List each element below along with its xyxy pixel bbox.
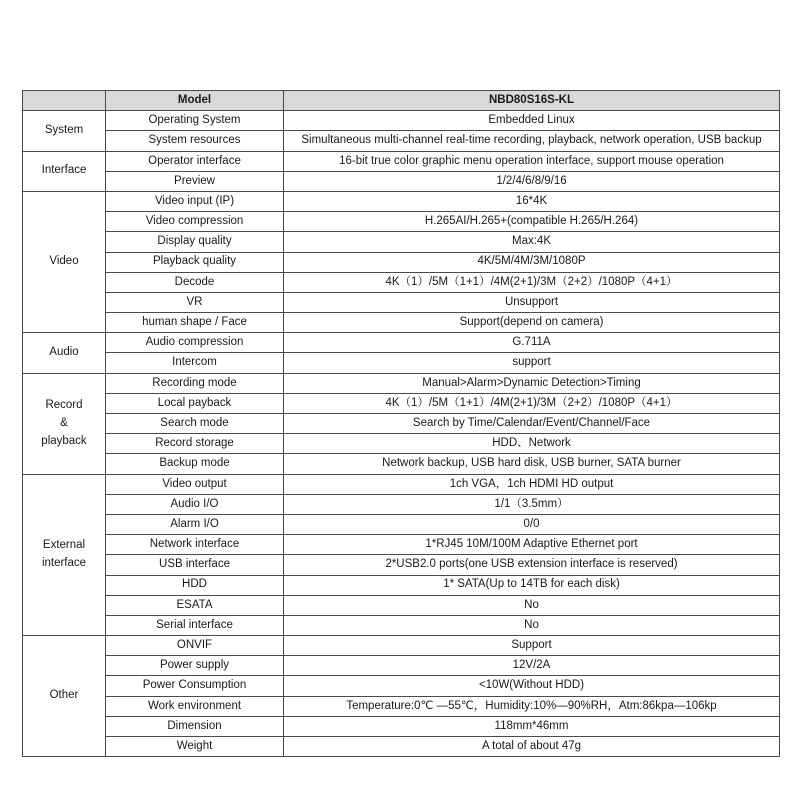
spec-item-value: Temperature:0℃ —55℃，Humidity:10%—90%RH，Atm:86kpa—106kp — [284, 696, 780, 716]
spec-item-label: Local payback — [106, 393, 284, 413]
table-row — [23, 474, 780, 494]
spec-table — [22, 90, 780, 757]
spec-item-value: Simultaneous multi-channel real-time recording, playback, network operation, USB backup — [284, 131, 780, 151]
category-cell — [23, 151, 106, 191]
table-row — [23, 292, 780, 312]
spec-item-value: Manual>Alarm>Dynamic Detection>Timing — [284, 373, 780, 393]
header-category-cell — [23, 91, 106, 111]
spec-item-value: 2*USB2.0 ports(one USB extension interface is reserved) — [284, 555, 780, 575]
spec-item-label: Operating System — [106, 111, 284, 131]
table-row — [23, 191, 780, 211]
spec-item-value: No — [284, 615, 780, 635]
table-row — [23, 656, 780, 676]
table-row — [23, 535, 780, 555]
spec-item-label: Power Consumption — [106, 676, 284, 696]
table-row — [23, 716, 780, 736]
table-row — [23, 131, 780, 151]
table-row — [23, 595, 780, 615]
spec-item-value: Network backup, USB hard disk, USB burner, SATA burner — [284, 454, 780, 474]
category-label: Other — [49, 689, 79, 702]
spec-item-value: HDD、Network — [284, 434, 780, 454]
spec-item-label: ONVIF — [106, 636, 284, 656]
spec-item-label: HDD — [106, 575, 284, 595]
spec-item-value: 16-bit true color graphic menu operation interface, support mouse operation — [284, 151, 780, 171]
table-row — [23, 575, 780, 595]
spec-item-label: human shape / Face — [106, 313, 284, 333]
table-row — [23, 313, 780, 333]
spec-item-value: 1ch VGA，1ch HDMI HD output — [284, 474, 780, 494]
category-cell — [23, 474, 106, 636]
category-label: playback — [41, 434, 87, 447]
spec-item-label: Audio compression — [106, 333, 284, 353]
spec-item-value: 1/1（3.5mm） — [284, 494, 780, 514]
category-cell — [23, 636, 106, 757]
table-row — [23, 454, 780, 474]
table-row — [23, 737, 780, 757]
spec-item-value: 1*RJ45 10M/100M Adaptive Ethernet port — [284, 535, 780, 555]
spec-item-value: 12V/2A — [284, 656, 780, 676]
spec-item-value: No — [284, 595, 780, 615]
spec-item-label: USB interface — [106, 555, 284, 575]
spec-item-label: System resources — [106, 131, 284, 151]
table-row — [23, 353, 780, 373]
spec-item-value: 1* SATA(Up to 14TB for each disk) — [284, 575, 780, 595]
spec-item-value: 4K（1）/5M（1+1）/4M(2+1)/3M（2+2）/1080P（4+1） — [284, 272, 780, 292]
spec-item-label: Serial interface — [106, 615, 284, 635]
spec-item-value: 16*4K — [284, 191, 780, 211]
header-model-value: NBD80S16S-KL — [284, 91, 780, 111]
category-label: External — [42, 539, 86, 551]
spec-item-label: Weight — [106, 737, 284, 757]
spec-item-label: Work environment — [106, 696, 284, 716]
category-label: Interface — [41, 164, 87, 177]
spec-item-value: 4K/5M/4M/3M/1080P — [284, 252, 780, 272]
category-cell — [23, 333, 106, 373]
spec-item-label: Backup mode — [106, 454, 284, 474]
header-model-label: Model — [106, 91, 284, 111]
table-row — [23, 151, 780, 171]
category-label: Video — [49, 255, 79, 268]
spec-item-value: 1/2/4/6/8/9/16 — [284, 171, 780, 191]
category-cell — [23, 373, 106, 474]
spec-item-value: 0/0 — [284, 514, 780, 534]
spec-item-value: Support(depend on camera) — [284, 313, 780, 333]
table-row — [23, 373, 780, 393]
table-row — [23, 252, 780, 272]
table-row — [23, 171, 780, 191]
table-row — [23, 636, 780, 656]
spec-item-value: Unsupport — [284, 292, 780, 312]
spec-item-value: <10W(Without HDD) — [284, 676, 780, 696]
spec-item-label: Intercom — [106, 353, 284, 373]
spec-item-value: 4K（1）/5M（1+1）/4M(2+1)/3M（2+2）/1080P（4+1） — [284, 393, 780, 413]
category-cell — [23, 191, 106, 332]
spec-item-label: Record storage — [106, 434, 284, 454]
spec-item-label: Power supply — [106, 656, 284, 676]
spec-item-label: Network interface — [106, 535, 284, 555]
spec-item-label: Search mode — [106, 414, 284, 434]
spec-item-label: Video input (IP) — [106, 191, 284, 211]
table-row — [23, 232, 780, 252]
spec-item-label: Recording mode — [106, 373, 284, 393]
spec-item-label: Display quality — [106, 232, 284, 252]
spec-item-label: VR — [106, 292, 284, 312]
category-label: Record — [45, 398, 83, 411]
spec-item-value: G.711A — [284, 333, 780, 353]
spec-item-label: Alarm I/O — [106, 514, 284, 534]
table-row — [23, 676, 780, 696]
spec-item-label: Decode — [106, 272, 284, 292]
spec-item-value: support — [284, 353, 780, 373]
spec-table-body — [23, 91, 780, 757]
category-label: System — [44, 123, 84, 136]
spec-item-label: Operator interface — [106, 151, 284, 171]
table-row — [23, 212, 780, 232]
table-header-row — [23, 91, 780, 111]
table-row — [23, 111, 780, 131]
table-row — [23, 393, 780, 413]
spec-item-label: Playback quality — [106, 252, 284, 272]
spec-item-value: 118mm*46mm — [284, 716, 780, 736]
table-row — [23, 514, 780, 534]
table-row — [23, 434, 780, 454]
table-row — [23, 414, 780, 434]
spec-item-label: ESATA — [106, 595, 284, 615]
table-row — [23, 272, 780, 292]
spec-item-value: Support — [284, 636, 780, 656]
category-cell — [23, 111, 106, 151]
table-row — [23, 494, 780, 514]
spec-item-value: A total of about 47g — [284, 737, 780, 757]
table-row — [23, 555, 780, 575]
spec-item-label: Dimension — [106, 716, 284, 736]
spec-item-value: Max:4K — [284, 232, 780, 252]
category-label: interface — [41, 556, 87, 569]
category-label: & — [60, 416, 68, 429]
table-row — [23, 696, 780, 716]
spec-item-label: Audio I/O — [106, 494, 284, 514]
spec-item-value: H.265AI/H.265+(compatible H.265/H.264) — [284, 212, 780, 232]
category-label: Audio — [49, 346, 79, 359]
table-row — [23, 615, 780, 635]
table-row — [23, 333, 780, 353]
spec-item-value: Search by Time/Calendar/Event/Channel/Face — [284, 414, 780, 434]
spec-item-label: Video compression — [106, 212, 284, 232]
spec-item-value: Embedded Linux — [284, 111, 780, 131]
spec-item-label: Preview — [106, 171, 284, 191]
spec-item-label: Video output — [106, 474, 284, 494]
